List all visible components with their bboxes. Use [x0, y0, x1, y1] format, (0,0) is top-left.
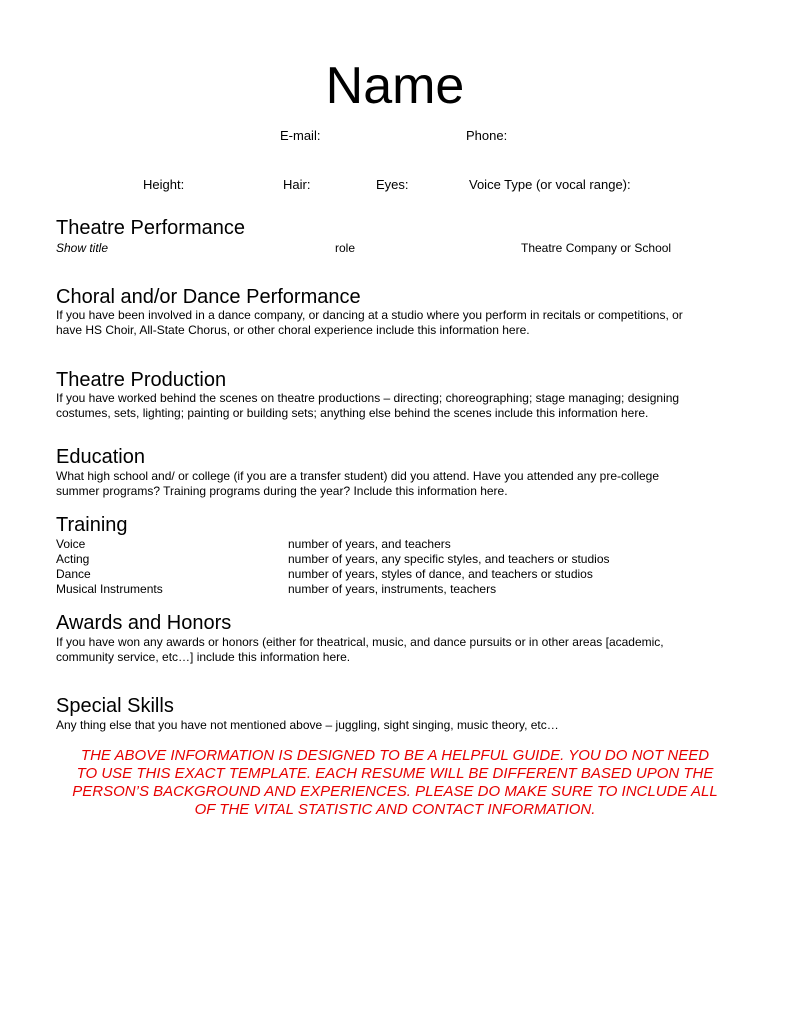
section-title-education: Education: [56, 446, 145, 468]
special-skills-description: [56, 718, 746, 733]
column-show-title: Show title: [56, 241, 109, 255]
paragraph-line: If you have been involved in a dance company, or dancing at a studio where you perform in recitals or competitions, or: [56, 308, 683, 322]
section-title-theatre-production: Theatre Production: [56, 369, 227, 391]
voice-type-label: Voice Type (or vocal range):: [469, 177, 631, 192]
education-description: [56, 469, 746, 499]
training-detail: number of years, instruments, teachers: [288, 582, 497, 596]
training-label: Voice: [56, 537, 86, 551]
choral-dance-description: [56, 308, 746, 338]
section-title-training: Training: [56, 514, 128, 536]
paragraph-line: What high school and/ or college (if you are a transfer student) did you attend. Have you attended any pre-college: [56, 469, 660, 483]
resume-name-heading: Name: [325, 57, 465, 115]
paragraph-line: If you have worked behind the scenes on theatre productions – directing; choreographing; stage managing; designing: [56, 391, 680, 405]
email-label: E-mail:: [280, 128, 321, 143]
height-label: Height:: [143, 177, 185, 192]
training-label: Dance: [56, 567, 91, 581]
training-detail: number of years, and teachers: [288, 537, 451, 551]
section-title-choral-dance: Choral and/or Dance Performance: [56, 286, 361, 308]
theatre-production-description: [56, 391, 746, 421]
template-guide-notice: [0, 747, 790, 819]
eyes-label: Eyes:: [376, 177, 409, 192]
awards-description: [56, 635, 746, 665]
column-theatre-company: Theatre Company or School: [521, 241, 672, 255]
section-title-special-skills: Special Skills: [56, 695, 174, 717]
paragraph-line: summer programs? Training programs during the year? Include this information here.: [56, 484, 508, 498]
paragraph-line: If you have won any awards or honors (either for theatrical, music, and dance pursuits or in other areas [academic,: [56, 635, 664, 649]
training-label: Acting: [56, 552, 90, 566]
column-role: role: [335, 241, 356, 255]
phone-label: Phone:: [466, 128, 508, 143]
training-label: Musical Instruments: [56, 582, 163, 596]
section-title-theatre-performance: Theatre Performance: [56, 217, 245, 239]
section-title-awards: Awards and Honors: [56, 612, 232, 634]
paragraph-line: have HS Choir, All-State Chorus, or other choral experience include this information here.: [56, 323, 530, 337]
training-detail: number of years, styles of dance, and teachers or studios: [288, 567, 593, 581]
training-detail: number of years, any specific styles, and teachers or studios: [288, 552, 610, 566]
paragraph-line: Any thing else that you have not mentioned above – juggling, sight singing, music theory, etc…: [56, 718, 559, 732]
notice-line: THE ABOVE INFORMATION IS DESIGNED TO BE A HELPFUL GUIDE. YOU DO NOT NEED: [80, 747, 710, 764]
notice-line: OF THE VITAL STATISTIC AND CONTACT INFORMATION.: [194, 801, 596, 818]
notice-line: PERSON’S BACKGROUND AND EXPERIENCES. PLEASE DO MAKE SURE TO INCLUDE ALL: [72, 783, 718, 800]
paragraph-line: community service, etc…] include this information here.: [56, 650, 351, 664]
hair-label: Hair:: [283, 177, 311, 192]
notice-line: TO USE THIS EXACT TEMPLATE. EACH RESUME WILL BE DIFFERENT BASED UPON THE: [76, 765, 714, 782]
paragraph-line: costumes, sets, lighting; painting or building sets; anything else behind the scenes include this information here.: [56, 406, 649, 420]
